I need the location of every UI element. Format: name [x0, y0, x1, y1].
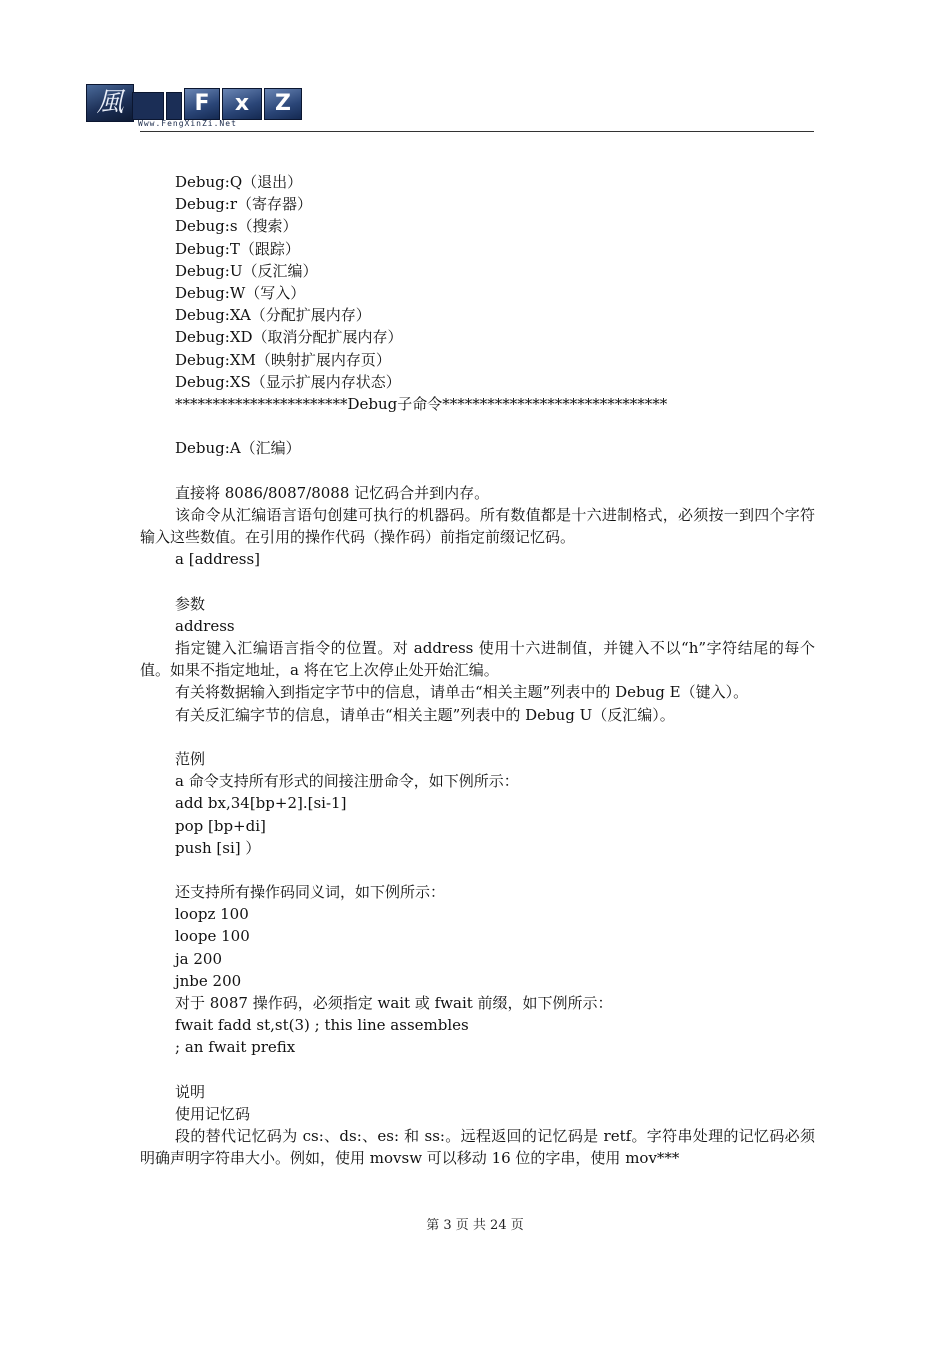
text-line: 有关将数据输入到指定字节中的信息，请单击“相关主题”列表中的 Debug E（键入）。	[175, 683, 749, 702]
header-rule	[140, 131, 814, 132]
text-line: Debug:T（跟踪）	[175, 239, 300, 258]
logo-tile	[132, 92, 164, 120]
logo-tile	[166, 92, 182, 120]
text-line: a 命令支持所有形式的间接注册命令，如下例所示：	[175, 772, 519, 791]
text-line: Debug:U（反汇编）	[175, 261, 318, 280]
site-logo	[86, 84, 302, 128]
code-line: loopz 100	[175, 905, 249, 924]
code-line: ; an fwait prefix	[175, 1038, 296, 1057]
section-divider: ***********************Debug子命令******************************	[175, 394, 668, 413]
code-line: add bx,34[bp+2].[si-1]	[175, 794, 347, 813]
logo-letter-x: x	[222, 88, 262, 120]
text-line: Debug:W（写入）	[175, 283, 306, 302]
paragraph: 该命令从汇编语言语句创建可执行的机器码。所有数值都是十六进制格式，必须按一到四个字符输入这些数值。在引用的操作代码（操作码）前指定前缀记忆码。	[140, 505, 815, 547]
text-line: Debug:XM（映射扩展内存页）	[175, 350, 391, 369]
text-line: Debug:Q（退出）	[175, 173, 303, 191]
syntax-line: a [address]	[175, 550, 261, 569]
code-line: loope 100	[175, 927, 250, 946]
document-body	[140, 171, 815, 1170]
code-line: pop [bp+di]	[175, 816, 266, 835]
subheading: 参数	[175, 594, 206, 613]
code-line: jnbe 200	[175, 971, 242, 990]
code-line: ja 200	[175, 949, 222, 968]
subheading: 使用记忆码	[175, 1104, 251, 1123]
paragraph: 指定键入汇编语言指令的位置。对 address 使用十六进制值，并键入不以“h”字符结尾的每个值。如果不指定地址，a 将在它上次停止处开始汇编。	[140, 638, 815, 680]
text-line: 还支持所有操作码同义词，如下例所示：	[175, 883, 446, 902]
text-line: 直接将 8086/8087/8088 记忆码合并到内存。	[175, 483, 490, 502]
logo-letter-f: F	[184, 88, 220, 120]
paragraph: 段的替代记忆码为 cs:、ds:、es: 和 ss:。远程返回的记忆码是 retf。字符串处理的记忆码必须明确声明字符串大小。例如，使用 movsw 可以移动 16 位的字串，使用 mov***	[140, 1127, 815, 1168]
subheading: 范例	[175, 749, 206, 768]
code-line: fwait fadd st,st(3) ; this line assembles	[175, 1016, 469, 1035]
text-line: Debug:XA（分配扩展内存）	[175, 306, 371, 325]
text-line: 有关反汇编字节的信息，请单击“相关主题”列表中的 Debug U（反汇编）。	[175, 705, 675, 724]
text-line: 对于 8087 操作码，必须指定 wait 或 fwait 前缀，如下例所示：	[175, 994, 613, 1012]
section-heading: Debug:A（汇编）	[175, 439, 301, 458]
logo-url: Www.FengXinZi.Net	[138, 119, 237, 128]
page-number: 第 3 页 共 24 页	[426, 1218, 524, 1233]
logo-glyph: 風	[86, 84, 134, 122]
logo-letter-z: Z	[264, 88, 302, 120]
text-line: Debug:XD（取消分配扩展内存）	[175, 328, 403, 347]
parameter-name: address	[175, 616, 235, 635]
subheading: 说明	[175, 1082, 206, 1101]
text-line: Debug:r（寄存器）	[175, 195, 312, 214]
text-line: Debug:s（搜索）	[175, 217, 298, 236]
code-line: push [si] ）	[175, 838, 261, 857]
text-line: Debug:XS（显示扩展内存状态）	[175, 372, 401, 391]
